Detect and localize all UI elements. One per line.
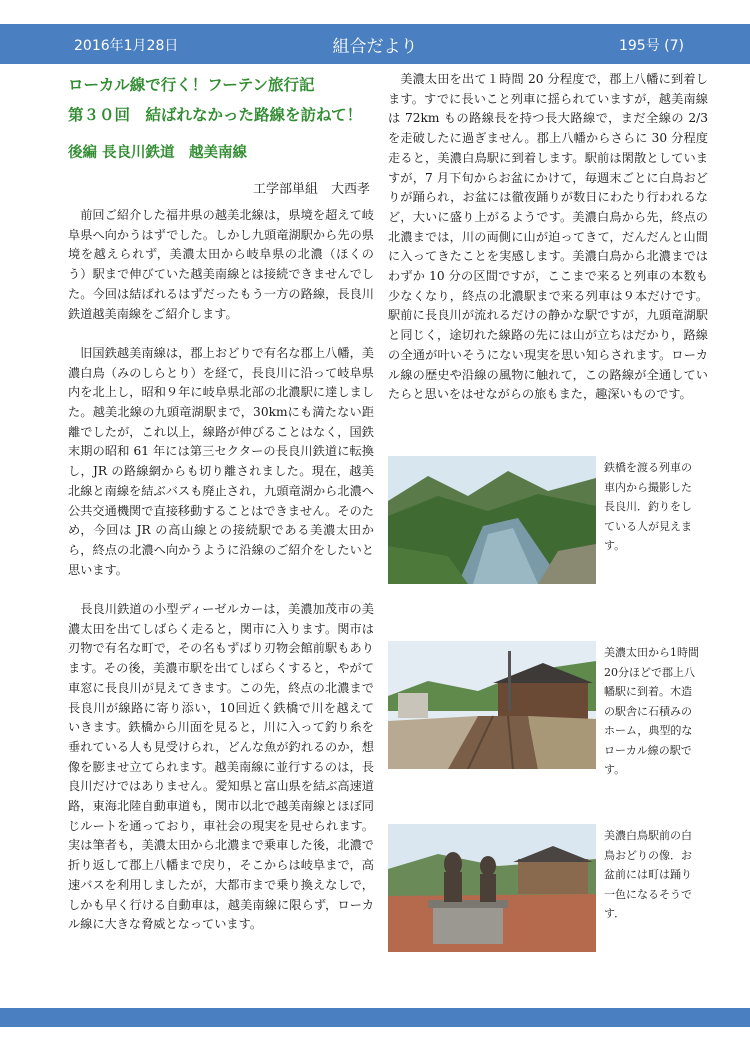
article-episode-title: 第３０回 結ばれなかった路線を訪ねて！ [68, 106, 363, 124]
header-bar [0, 24, 750, 64]
issue-date: 2016年1月28日 [74, 38, 179, 54]
article-series-title: ローカル線で行く！フーテン旅行記 [68, 76, 315, 94]
photo-caption: 美濃白鳥駅前の白鳥おどりの像．お盆前には町は踊り一色になるそうです． [604, 829, 692, 920]
article-subtitle: 後編 長良川鉄道 越美南線 [68, 145, 248, 161]
article-paragraph: 旧国鉄越美南線は，郡上おどりで有名な郡上八幡，美濃白鳥（みのしらとり）を経て，長良川に沿って岐阜県内を北上し，昭和９年に岐阜県北部の北濃駅に達しました。越美北線の九頭竜湖駅まで，30kmにも満たない距離でしたが，これ以上，線路が伸びることはなく，国鉄末期の昭和 61 年には第三セクターの長良川鉄道に転換し，JR の路線網からも切り離されました。現在，越美北線と南線を結ぶバスも廃止され，九頭竜湖から北濃へ公共交通機関で直接移動することはできません。そのため，今回は JR の高山線との接続駅である美濃太田から，終点の北濃へ向かうように沿線のご紹介をしたいと思います。 [68, 345, 374, 577]
photo-caption: 美濃太田から1時間20分ほどで郡上八幡駅に到着。木造の駅舎に石積みのホーム，典型的なローカル線の駅です。 [604, 646, 699, 776]
left-column [68, 70, 374, 935]
article-paragraph: 前回ご紹介した福井県の越美北線は，県境を超えて岐阜県へ向かうはずでした。しかし九頭竜湖駅から先の県境を越えられず，美濃太田から岐阜県の北濃（ほくのう）駅まで伸びていた越美南線とは接続できませんでした。今回は結ばれるはずだったもう一方の路線，長良川鉄道越美南線をご紹介します。 [68, 208, 374, 321]
photo-river [388, 456, 596, 584]
photo-caption: 鉄橋を渡る列車の車内から撮影した長良川．釣りをしている人が見えます。 [604, 461, 692, 552]
photo-station [388, 641, 596, 769]
article-paragraph: 美濃太田を出て１時間 20 分程度で，郡上八幡に到着します。すでに長いこと列車に揺られていますが，越美南線は 72km もの路線長を持つ長大路線で，まだ全線の 2/3 を走破したに過ぎません。郡上八幡からさらに 30 分程度走ると，美濃白鳥駅に到着します。駅前は閑散としていますが，7 月下旬からお盆にかけて，毎週末ごとに白鳥おどりが踊られ，お盆には徹夜踊りが数日にわたり行われるなど，大いに盛り上がるようです。美濃白鳥から先，終点の北濃までは，川の両側に山が迫ってきて，だんだんと山間に入ってきたことを実感します。美濃白鳥から北濃まではわずか 10 分の区間ですが，ここまで来ると列車の本数も少なくなり，終点の北濃駅まで来る列車は９本だけです。駅前に長良川が流れるだけの静かな駅ですが，九頭竜湖駅と同じく，途切れた線路の先には山が立ちはだかり，路線の全通が叶いそうにない現実を思い知らされます。ローカル線の歴史や沿線の風物に触れて，この路線が全通していたらと思いをはせながらの旅もまた，趣深いものです。 [388, 72, 708, 402]
article-paragraph: 長良川鉄道の小型ディーゼルカーは，美濃加茂市の美濃太田を出てしばらく走ると，関市に入ります。関市は刃物で有名な町で，その名もずばり刃物会館前駅もあります。その後，美濃市駅を出てしばらくすると，やがて車窓に長良川が見えてきます。この先，終点の北濃まで長良川が線路に寄り添い，10回近く鉄橋で川を越えていきます。鉄橋から川面を見ると，川に入って釣り糸を垂れている人も見受けられ，どんな魚が釣れるのか，想像を膨ませ立てられます。越美南線に並行するのは，長良川だけではありません。愛知県と富山県を結ぶ高速道路，東海北陸自動車道も，関市以北で越美南線とほぼ同じルートを通っており，車社会の現実を見せられます。実は筆者も，美濃太田から北濃まで乗車した後，北濃で折り返して郡上八幡まで戻り，そこからは岐阜まで，高速バスを利用しましたが，大都市まで乗り換えなしで，しかも早く行ける自動車は，越美南線に限らず，ローカル線に大きな脅威となっています。 [68, 602, 374, 932]
newsletter-title: 組合だより [332, 37, 418, 57]
footer-bar [0, 1008, 750, 1027]
photo-statue [388, 824, 596, 952]
article-author: 工学部単組 大西孝 [252, 182, 370, 197]
right-column [388, 70, 708, 920]
issue-number: 195号 (7) [618, 38, 684, 54]
